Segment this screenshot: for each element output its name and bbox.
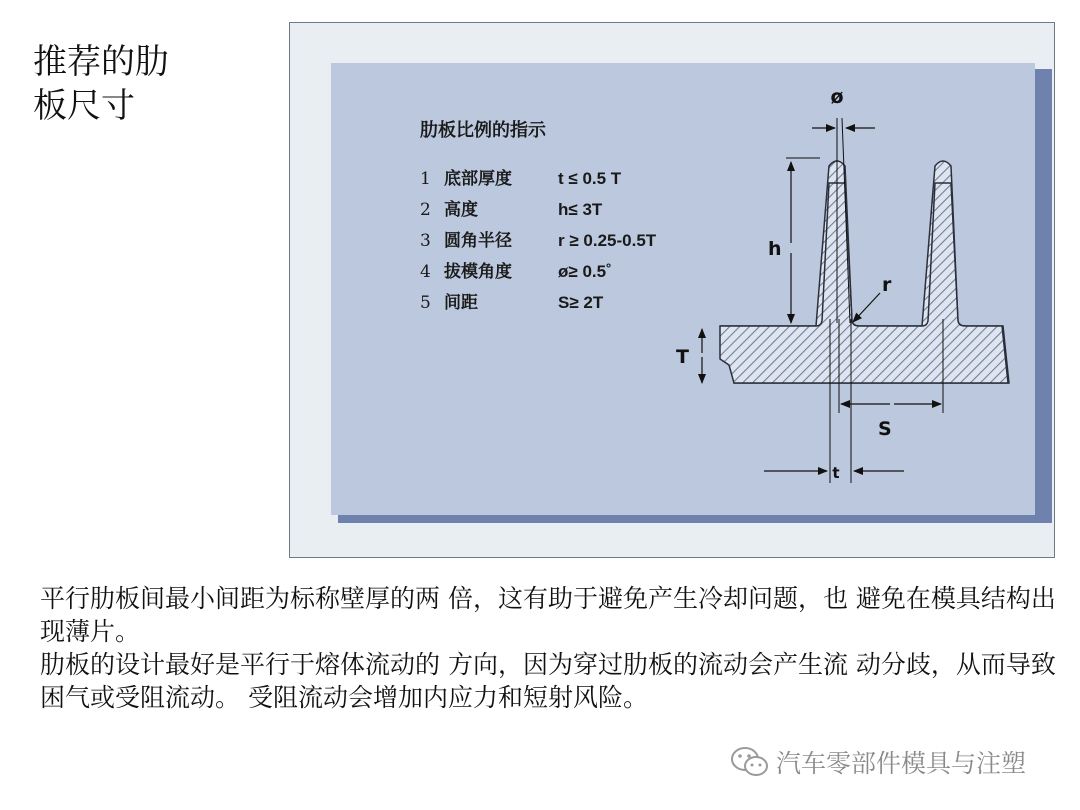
draft-angle-label: ø bbox=[830, 86, 844, 108]
ratio-label-2: 高度 bbox=[444, 200, 478, 220]
watermark bbox=[730, 744, 1026, 780]
ratio-value-2: h≤ 3T bbox=[558, 200, 603, 219]
slide-title-line-1: 推荐的肋 bbox=[33, 42, 169, 82]
wall-thickness-label: T bbox=[676, 346, 689, 368]
body-text bbox=[40, 582, 1060, 714]
body-paragraph-1: 平行肋板间最小间距为标称壁厚的两 倍，这有助于避免产生冷却问题，也 避免在模具结构出现薄片。 bbox=[40, 584, 1056, 646]
panel-heading: 肋板比例的指示 bbox=[420, 120, 546, 141]
radius-label: r bbox=[882, 274, 892, 296]
ratio-num-4: 4 bbox=[420, 262, 431, 282]
ratio-num-5: 5 bbox=[420, 293, 431, 313]
watermark-text: 汽车零部件模具与注塑 bbox=[776, 749, 1027, 778]
ratio-value-5: S≥ 2T bbox=[558, 293, 604, 312]
ratio-value-3: r ≥ 0.25-0.5T bbox=[558, 231, 657, 250]
ratio-label-1: 底部厚度 bbox=[444, 169, 512, 189]
ratio-label-4: 拔模角度 bbox=[444, 262, 512, 282]
ratio-label-5: 间距 bbox=[444, 293, 478, 313]
rib-diagram-frame bbox=[289, 22, 1055, 558]
ratio-label-3: 圆角半径 bbox=[444, 231, 512, 251]
ratio-num-3: 3 bbox=[420, 231, 431, 251]
ratio-value-4: ø≥ 0.5˚ bbox=[558, 262, 612, 281]
wechat-icon bbox=[730, 745, 770, 779]
ratio-value-1: t ≤ 0.5 T bbox=[558, 169, 622, 188]
body-paragraph-2: 肋板的设计最好是平行于熔体流动的 方向，因为穿过肋板的流动会产生流 动分歧，从而导致困气或受阻流动。 受阻流动会增加内应力和短射风险。 bbox=[40, 650, 1056, 712]
thickness-label: t bbox=[832, 464, 840, 482]
ratio-num-1: 1 bbox=[420, 169, 431, 189]
rib-diagram bbox=[290, 23, 1056, 559]
spacing-label: S bbox=[878, 418, 892, 440]
ratio-num-2: 2 bbox=[420, 200, 431, 220]
slide-title-line-2: 板尺寸 bbox=[33, 86, 135, 126]
slide-title bbox=[33, 40, 169, 128]
height-label: h bbox=[768, 238, 782, 260]
